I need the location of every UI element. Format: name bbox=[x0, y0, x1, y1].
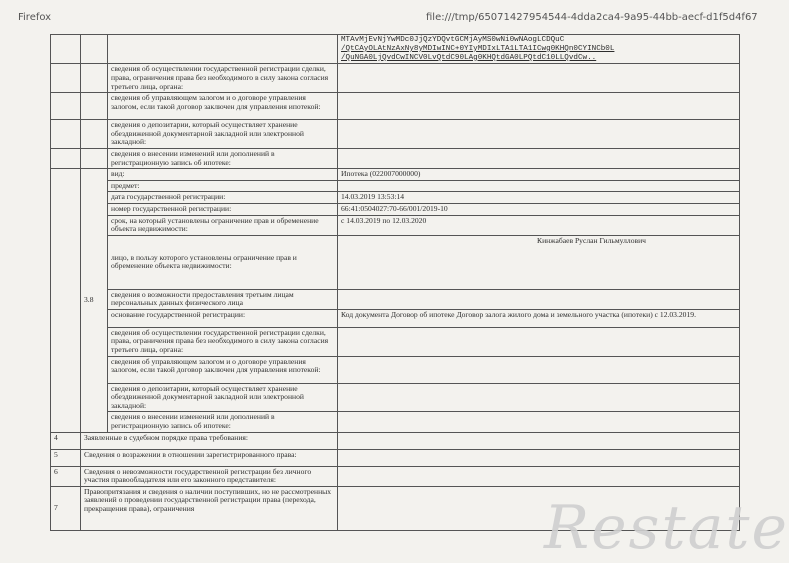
row-value bbox=[338, 432, 740, 449]
table-row bbox=[51, 93, 740, 120]
row-value bbox=[338, 180, 740, 192]
table-row bbox=[51, 466, 740, 486]
table-row bbox=[51, 169, 740, 181]
row-value bbox=[338, 383, 740, 412]
row-value: 14.03.2019 13:53:14 bbox=[338, 192, 740, 204]
table-row bbox=[51, 235, 740, 289]
table-row bbox=[51, 383, 740, 412]
hash-row bbox=[51, 35, 740, 64]
row-number bbox=[51, 35, 81, 64]
section-number: 3.8 bbox=[81, 169, 108, 433]
table-row bbox=[51, 64, 740, 93]
row-value bbox=[338, 120, 740, 149]
row-label: срок, на который установлены ограничение прав и обременение объекта недвижимости: bbox=[108, 215, 338, 235]
row-label: сведения об управляющем залогом и о договоре управления залогом, если такой договор заключен для управления ипотекой: bbox=[108, 93, 338, 120]
row-label: сведения об управляющем залогом и о договоре управления залогом, если такой договор заключен для управления ипотекой: bbox=[108, 356, 338, 383]
row-value: с 14.03.2019 по 12.03.2020 bbox=[338, 215, 740, 235]
row-value bbox=[338, 148, 740, 168]
table-row bbox=[51, 327, 740, 356]
row-label: сведения об осуществлении государственной регистрации сделки, права, ограничения права без необходимого в силу закона согласия третьего лица, органа: bbox=[108, 64, 338, 93]
row-label: Правопритязания и сведения о наличии поступивших, но не рассмотренных заявлений о проведении государственной регистрации права (перехода, прекращения права), ограничения bbox=[81, 486, 338, 530]
row-value bbox=[338, 449, 740, 466]
table-row bbox=[51, 203, 740, 215]
table-row bbox=[51, 289, 740, 309]
row-number: 7 bbox=[51, 486, 81, 530]
row-label: основание государственной регистрации: bbox=[108, 309, 338, 327]
row-number: 5 bbox=[51, 449, 81, 466]
row-label: сведения о депозитарии, который осуществляет хранение обездвиженной документарной закладной или электронной закладной: bbox=[108, 383, 338, 412]
row-value: 66:41:0504027:70-66/001/2019-10 bbox=[338, 203, 740, 215]
row-label: Сведения о невозможности государственной регистрации без личного участия правообладателя или его законного представителя: bbox=[81, 466, 338, 486]
row-label: сведения о внесении изменений или дополнений в регистрационную запись об ипотеке: bbox=[108, 148, 338, 168]
table-row bbox=[51, 148, 740, 168]
table-row bbox=[51, 120, 740, 149]
browser-title: Firefox bbox=[18, 12, 52, 23]
row-label: предмет: bbox=[108, 180, 338, 192]
row-label: дата государственной регистрации: bbox=[108, 192, 338, 204]
row-label: сведения об осуществлении государственной регистрации сделки, права, ограничения права без необходимого в силу закона согласия третьего лица, органа: bbox=[108, 327, 338, 356]
row-value bbox=[338, 64, 740, 93]
table-row bbox=[51, 412, 740, 432]
row-number: 6 bbox=[51, 466, 81, 486]
row-label: Сведения о возражении в отношении зарегистрированного права: bbox=[81, 449, 338, 466]
row-label: вид: bbox=[108, 169, 338, 181]
row-label: сведения о возможности предоставления третьим лицам персональных данных физического лица bbox=[108, 289, 338, 309]
restate-watermark: Restate bbox=[544, 493, 789, 563]
row-value: Ипотека (022007000000) bbox=[338, 169, 740, 181]
table-row bbox=[51, 432, 740, 449]
row-value bbox=[338, 412, 740, 432]
row-value bbox=[338, 327, 740, 356]
row-label: сведения о внесении изменений или дополнений в регистрационную запись об ипотеке: bbox=[108, 412, 338, 432]
row-label: номер государственной регистрации: bbox=[108, 203, 338, 215]
row-value bbox=[338, 289, 740, 309]
row-value bbox=[338, 466, 740, 486]
row-label: сведения о депозитарии, который осуществляет хранение обездвиженной документарной закладной или электронной закладной: bbox=[108, 120, 338, 149]
row-label: Заявленные в судебном порядке права требования: bbox=[81, 432, 338, 449]
page-url: file:///tmp/65071427954544-4dda2ca4-9a95-44bb-aecf-d1f5d4f67 bbox=[426, 12, 758, 23]
row-value bbox=[338, 93, 740, 120]
table-row bbox=[51, 449, 740, 466]
row-value: Кинжабаев Руслан Гильмуллович bbox=[537, 235, 646, 245]
row-label: лицо, в пользу которого установлены ограничение прав и обременение объекта недвижимости: bbox=[108, 235, 338, 289]
row-value bbox=[338, 356, 740, 383]
table-row bbox=[51, 356, 740, 383]
row-number: 4 bbox=[51, 432, 81, 449]
table-row bbox=[51, 180, 740, 192]
table-row bbox=[51, 192, 740, 204]
hash-value: MTAvMjEvNjYwMDc0JjQzYDQvtGCMjAyMS0wNi0wNAogLCDQuC /QtCAyOLAtNzAxNy8yMDIwINC+0YIyMDIxLTA1LTA1ICwg0KHQn0CYINCb0L /QuNGA0LjQvdCwINCV0LvQtdC90LAg0KHQtdGA0LPQtdC10LLQvdCw.. bbox=[338, 35, 740, 64]
table-row bbox=[51, 309, 740, 327]
row-value: Код документа Договор об ипотеке Договор залога жилого дома и земельного участка (ипотеки) с 12.03.2019. bbox=[338, 309, 740, 327]
registry-table bbox=[50, 34, 740, 531]
table-row bbox=[51, 215, 740, 235]
